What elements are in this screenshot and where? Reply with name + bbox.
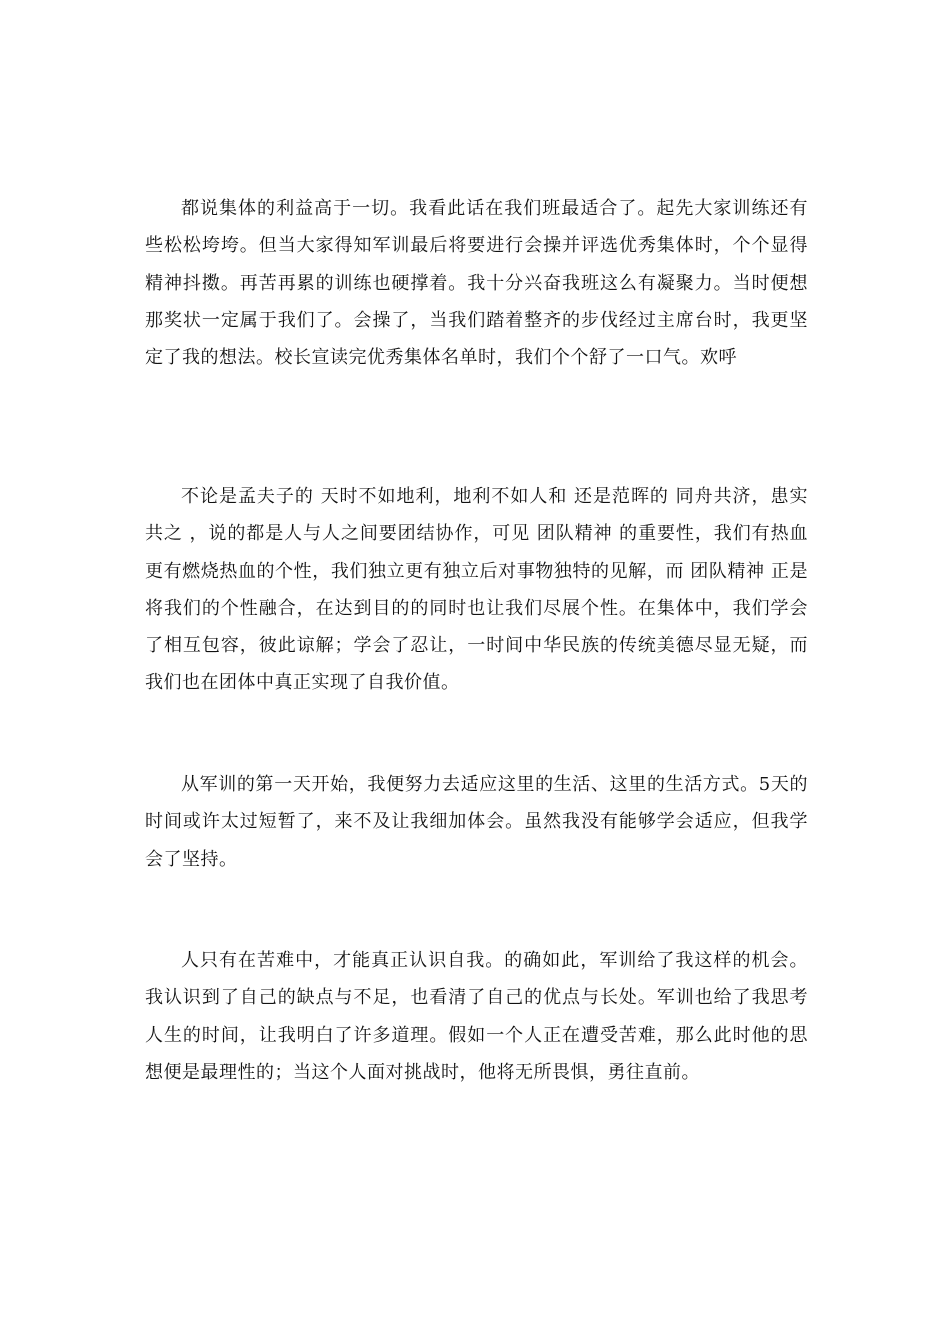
paragraph-team-spirit: 不论是孟夫子的 天时不如地利，地利不如人和 还是范晖的 同舟共济，患实共之 ，说的都是人与人之间要团结协作，可见 团队精神 的重要性，我们有热血更有燃烧热血的个性，我们独立更有独立后对事物独特的见解，而 团队精神 正是将我们的个性融合，在达到目的的同时也让我们尽展个性。在集体中，我们学会了相互包容，彼此谅解；学会了忍让，一时间中华民族的传统美德尽显无疑，而我们也在团体中真正实现了自我价值。	[145, 486, 808, 694]
paragraph-first-day: 从军训的第一天开始，我便努力去适应这里的生活、这里的生活方式。5天的时间或许太过短暂了，来不及让我细加体会。虽然我没有能够学会适应，但我学会了坚持。	[145, 774, 808, 870]
paragraph-hardship: 人只有在苦难中，才能真正认识自我。的确如此，军训给了我这样的机会。我认识到了自己的缺点与不足，也看清了自己的优点与长处。军训也给了我思考人生的时间，让我明白了许多道理。假如一个人正在遭受苦难，那么此时他的思想便是最理性的；当这个人面对挑战时，他将无所畏惧，勇往直前。	[145, 950, 808, 1083]
paragraph-collective-interest: 都说集体的利益高于一切。我看此话在我们班最适合了。起先大家训练还有些松松垮垮。但当大家得知军训最后将要进行会操并评选优秀集体时，个个显得精神抖擞。再苦再累的训练也硬撑着。我十分兴奋我班这么有凝聚力。当时便想那奖状一定属于我们了。会操了，当我们踏着整齐的步伐经过主席台时，我更坚定了我的想法。校长宣读完优秀集体名单时，我们个个舒了一口气。欢呼	[145, 198, 808, 369]
